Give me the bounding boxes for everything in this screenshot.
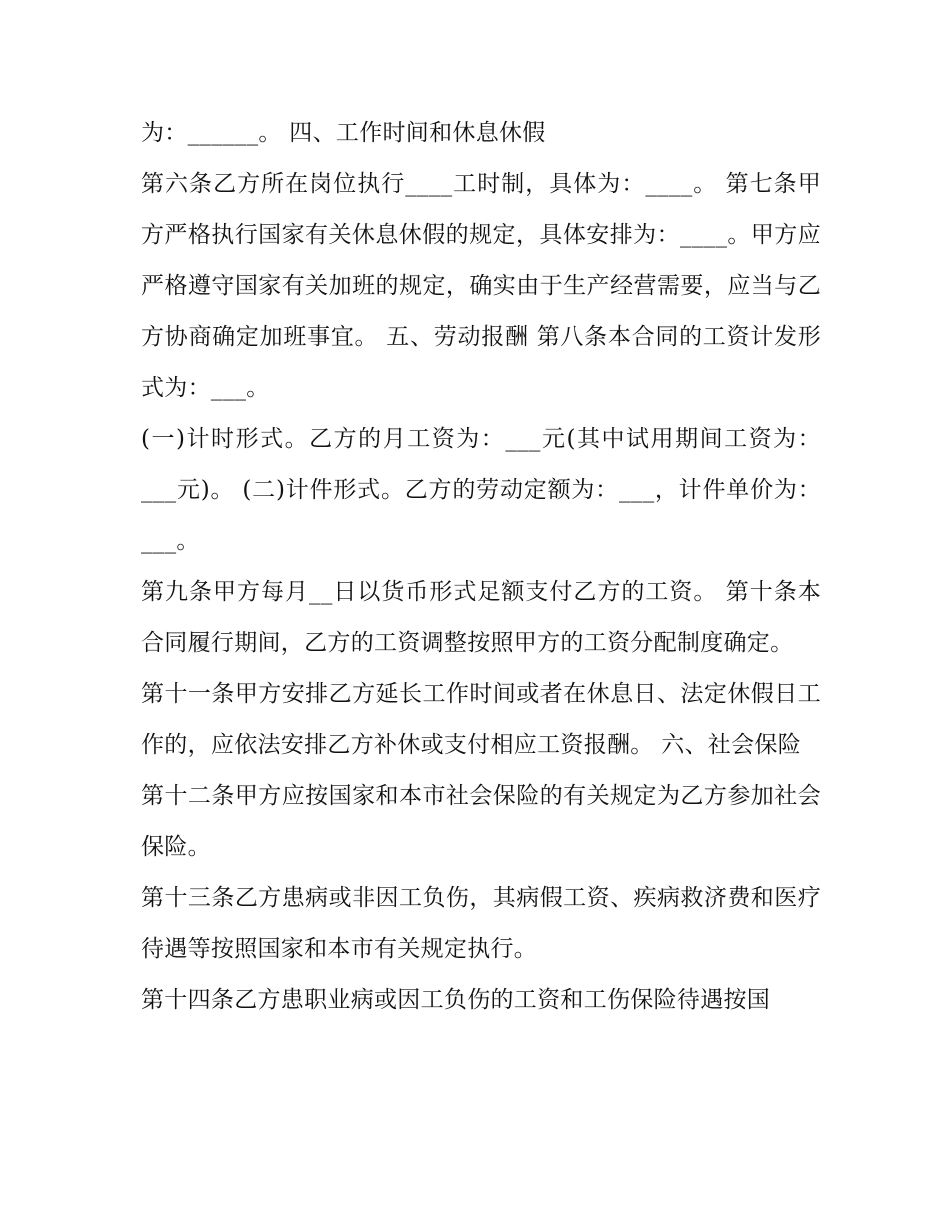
paragraph-article-9-10: 第九条甲方每月__日以货币形式足额支付乙方的工资。 第十条本合同履行期间，乙方的工资调整按照甲方的工资分配制度确定。 <box>141 579 821 656</box>
paragraph-article-11: 第十一条甲方安排乙方延长工作时间或者在休息日、法定休假日工作的，应依法安排乙方补休或支付相应工资报酬。 六、社会保险 <box>141 681 821 758</box>
paragraph-work-hours-heading: 为：______。 四、工作时间和休息休假 <box>141 120 546 146</box>
paragraph-article-12: 第十二条甲方应按国家和本市社会保险的有关规定为乙方参加社会保险。 <box>141 783 821 860</box>
paragraph-wage-forms: (一)计时形式。乙方的月工资为：___元(其中试用期间工资为：___元)。 (二)计件形式。乙方的劳动定额为：___，计件单价为：___。 <box>141 426 821 554</box>
document-body <box>141 108 821 1026</box>
paragraph-article-13: 第十三条乙方患病或非因工负伤，其病假工资、疾病救济费和医疗待遇等按照国家和本市有关规定执行。 <box>141 885 821 962</box>
paragraph-article-6-8: 第六条乙方所在岗位执行____工时制，具体为：____。 第七条甲方严格执行国家有关休息休假的规定，具体安排为：____。甲方应严格遵守国家有关加班的规定，确实由于生产经营需要，应当与乙方协商确定加班事宜。 五、劳动报酬 第八条本合同的工资计发形式为：___。 <box>141 171 821 401</box>
paragraph-article-14: 第十四条乙方患职业病或因工负伤的工资和工伤保险待遇按国 <box>141 987 771 1013</box>
